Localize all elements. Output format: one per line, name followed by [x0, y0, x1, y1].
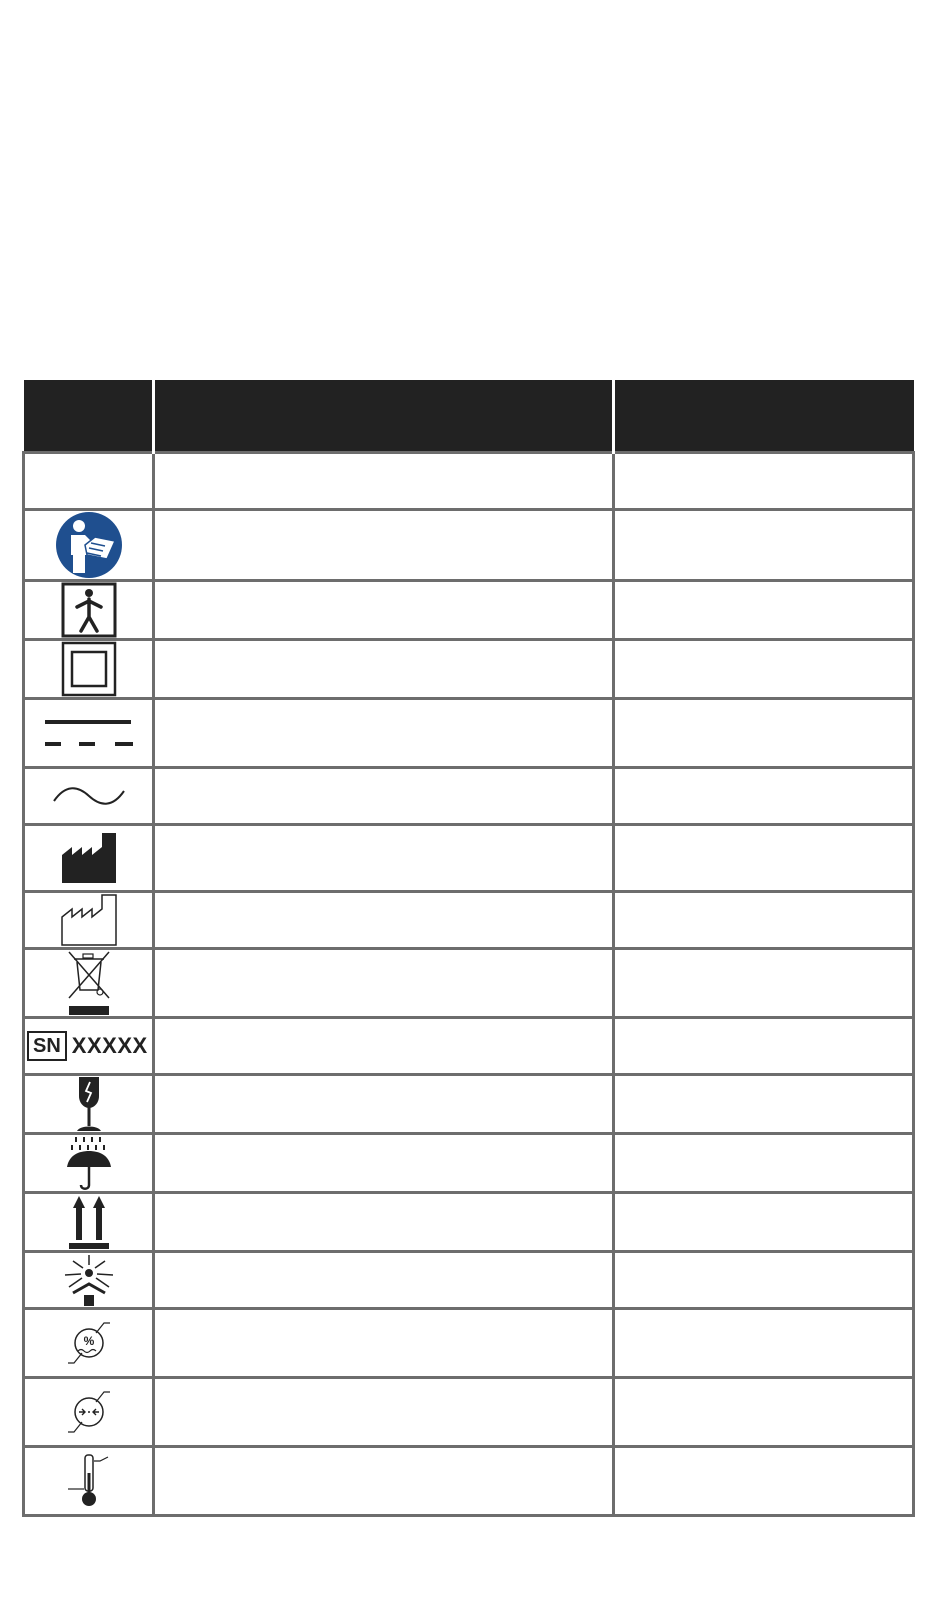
description-cell [154, 768, 614, 825]
description-cell [154, 949, 614, 1018]
symbol-cell [24, 1134, 154, 1193]
note-cell [614, 1447, 914, 1516]
note-cell [614, 1134, 914, 1193]
alternating-current-icon [51, 781, 127, 811]
table-row [24, 825, 914, 892]
class-ii-equipment-icon [61, 641, 117, 697]
description-cell [154, 1075, 614, 1134]
symbol-cell [24, 1018, 154, 1075]
description-cell [154, 581, 614, 640]
description-cell [154, 453, 614, 510]
table-row [24, 640, 914, 699]
table-row [24, 892, 914, 949]
note-cell [614, 581, 914, 640]
header-notes [614, 380, 914, 453]
symbol-cell [24, 699, 154, 768]
note-cell [614, 1018, 914, 1075]
table-row [24, 949, 914, 1018]
table-row [24, 1134, 914, 1193]
type-bf-applied-part-icon [61, 582, 117, 638]
note-cell [614, 1252, 914, 1309]
symbol-cell [24, 453, 154, 510]
humidity-limitation-icon [64, 1321, 114, 1365]
symbol-cell [24, 1447, 154, 1516]
svg-text:%: % [83, 1334, 94, 1348]
symbol-cell [24, 510, 154, 581]
table-row [24, 581, 914, 640]
symbol-cell [24, 768, 154, 825]
symbol-cell [24, 1252, 154, 1309]
description-cell [154, 510, 614, 581]
note-cell [614, 1075, 914, 1134]
note-cell [614, 510, 914, 581]
description-cell [154, 1018, 614, 1075]
table-row [24, 1193, 914, 1252]
header-description [154, 380, 614, 453]
description-cell [154, 640, 614, 699]
keep-away-from-sunlight-icon [61, 1253, 117, 1307]
note-cell [614, 453, 914, 510]
note-cell [614, 892, 914, 949]
symbol-cell [24, 825, 154, 892]
symbol-cell [24, 581, 154, 640]
note-cell [614, 949, 914, 1018]
description-cell [154, 1447, 614, 1516]
symbol-cell [24, 1378, 154, 1447]
symbol-cell [24, 892, 154, 949]
table-row [24, 1447, 914, 1516]
symbol-cell [24, 1193, 154, 1252]
symbol-cell [24, 640, 154, 699]
note-cell [614, 1378, 914, 1447]
note-cell [614, 768, 914, 825]
symbol-cell [24, 949, 154, 1018]
note-cell [614, 1193, 914, 1252]
serial-number-icon [25, 1031, 152, 1061]
description-cell [154, 699, 614, 768]
symbol-table [22, 380, 915, 1517]
symbol-cell [24, 1075, 154, 1134]
description-cell [154, 1252, 614, 1309]
description-cell [154, 1309, 614, 1378]
table-header-row [24, 380, 914, 453]
table-row [24, 768, 914, 825]
sn-value: XXXXX [71, 1033, 148, 1058]
note-cell [614, 825, 914, 892]
table-row [24, 1252, 914, 1309]
note-cell [614, 1309, 914, 1378]
date-of-manufacture-icon [60, 893, 118, 947]
this-way-up-icon [67, 1194, 111, 1250]
description-cell [154, 1193, 614, 1252]
header-symbol [24, 380, 154, 453]
sn-label: SN [27, 1031, 67, 1061]
symbol-cell [24, 1309, 154, 1378]
manufacturer-icon [60, 831, 118, 885]
description-cell [154, 825, 614, 892]
table-row [24, 1075, 914, 1134]
table-row [24, 1018, 914, 1075]
refer-to-instructions-manual-icon [55, 511, 123, 579]
keep-dry-icon [65, 1135, 113, 1191]
temperature-limitation-icon [64, 1453, 114, 1509]
table-row [24, 699, 914, 768]
description-cell [154, 1378, 614, 1447]
note-cell [614, 640, 914, 699]
weee-disposal-icon [64, 950, 114, 1016]
description-cell [154, 892, 614, 949]
direct-current-icon [43, 716, 135, 750]
description-cell [154, 1134, 614, 1193]
fragile-icon [72, 1076, 106, 1132]
note-cell [614, 699, 914, 768]
table-row [24, 453, 914, 510]
table-row [24, 510, 914, 581]
table-row [24, 1309, 914, 1378]
table-row [24, 1378, 914, 1447]
atmospheric-pressure-limitation-icon [64, 1390, 114, 1434]
